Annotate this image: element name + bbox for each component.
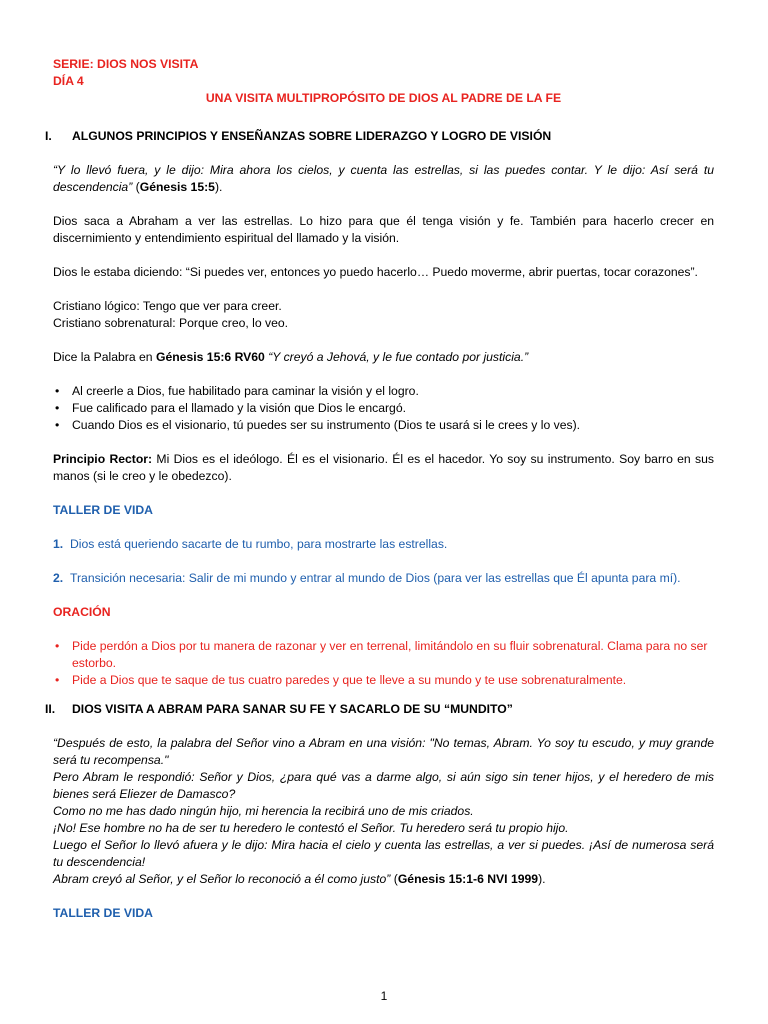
quote-line: Pero Abram le respondió: Señor y Dios, ¿para qué vas a darme algo, si aún sigo sin tener hijos, y el heredero de mis bienes será Eliezer de Damasco? <box>53 770 714 801</box>
quote-reference: Génesis 15:5 <box>139 180 215 194</box>
palabra-reference: Génesis 15:6 RV60 <box>155 350 265 364</box>
section-1-heading <box>45 128 714 145</box>
oracion-list <box>53 638 714 689</box>
quote-last-line: Abram creyó al Señor, y el Señor lo reconoció a él como justo” (Génesis 15:1-6 NVI 1999). <box>53 872 546 886</box>
quote-line: ¡No! Ese hombre no ha de ser tu heredero le contestó el Señor. Tu heredero será tu propio hijo. <box>53 821 569 835</box>
section-1-title: ALGUNOS PRINCIPIOS Y ENSEÑANZAS SOBRE LIDERAZGO Y LOGRO DE VISIÓN <box>72 129 552 143</box>
quote-line: Luego el Señor lo llevó afuera y le dijo: Mira hacia el cielo y cuenta las estrellas, a ver si puedes. ¡Así de numerosa será tu descendencia! <box>53 838 714 869</box>
principio-label: Principio Rector: <box>53 452 153 466</box>
page-number: 1 <box>380 989 388 1003</box>
series-label: SERIE: DIOS NOS VISITA <box>53 57 199 71</box>
genesis-15-5-quote: “Y lo llevó fuera, y le dijo: Mira ahora los cielos, y cuenta las estrellas, si las puedes contar. Y le dijo: Así será tu descendencia” (Génesis 15:5). <box>53 163 714 194</box>
taller-de-vida-label-2: TALLER DE VIDA <box>53 906 153 920</box>
principles-list <box>53 383 714 434</box>
principio-text: Mi Dios es el ideólogo. Él es el visionario. Él es el hacedor. Yo soy su instrumento. Soy barro en sus manos (si le creo y le obedezco). <box>53 452 714 483</box>
taller-item-1: 1. Dios está queriendo sacarte de tu rumbo, para mostrarte las estrellas. <box>53 537 448 551</box>
genesis-15-1-6-quote <box>53 735 714 888</box>
day-label: DÍA 4 <box>53 74 84 88</box>
quote-reference: Génesis 15:1-6 NVI 1999 <box>397 872 539 886</box>
paragraph-dios-decia: Dios le estaba diciendo: “Si puedes ver, entonces yo puedo hacerlo… Puedo moverme, abrir puertas, tocar corazones”. <box>53 265 698 279</box>
list-item: • Al creerle a Dios, fue habilitado para caminar la visión y el logro. <box>53 383 714 400</box>
quote-line: “Después de esto, la palabra del Señor vino a Abram en una visión: "No temas, Abram. Yo soy tu escudo, y muy grande será tu recompensa." <box>53 736 714 767</box>
palabra-genesis-15-6: Dice la Palabra en Génesis 15:6 RV60 “Y creyó a Jehová, y le fue contado por justicia.” <box>53 350 529 364</box>
quote-line: Como no me has dado ningún hijo, mi herencia la recibirá uno de mis criados. <box>53 804 474 818</box>
list-item: • Fue calificado para el llamado y la visión que Dios le encargó. <box>53 400 714 417</box>
section-1-number: I. <box>45 129 52 143</box>
principio-rector <box>53 451 714 485</box>
cristiano-sobrenatural: Cristiano sobrenatural: Porque creo, lo veo. <box>53 316 289 330</box>
section-2-number: II. <box>45 702 56 716</box>
section-2-title: DIOS VISITA A ABRAM PARA SANAR SU FE Y SACARLO DE SU “MUNDITO” <box>72 702 513 716</box>
taller-de-vida-label: TALLER DE VIDA <box>53 503 153 517</box>
list-item: • Pide perdón a Dios por tu manera de razonar y ver en terrenal, limitándolo en su fluir sobrenatural. Clama para no ser estorbo. <box>53 638 714 672</box>
paragraph-stars: Dios saca a Abraham a ver las estrellas. Lo hizo para que él tenga visión y fe. También para hacerlo crecer en discernimiento y entendimiento espiritual del llamado y la visión. <box>53 214 714 245</box>
document-title: UNA VISITA MULTIPROPÓSITO DE DIOS AL PADRE DE LA FE <box>205 91 562 105</box>
document-page <box>45 56 714 922</box>
cristiano-logico: Cristiano lógico: Tengo que ver para creer. <box>53 299 282 313</box>
taller-item-2: 2. Transición necesaria: Salir de mi mundo y entrar al mundo de Dios (para ver las estrellas que Él apunta para mí). <box>53 571 681 585</box>
oracion-label: ORACIÓN <box>53 605 111 619</box>
palabra-quote: “Y creyó a Jehová, y le fue contado por justicia.” <box>264 350 529 364</box>
list-item: • Pide a Dios que te saque de tus cuatro paredes y que te lleve a su mundo y te use sobrenaturalmente. <box>53 672 714 689</box>
quote-text: “Y lo llevó fuera, y le dijo: Mira ahora los cielos, y cuenta las estrellas, si las puedes contar. Y le dijo: Así será tu descendencia” <box>53 163 714 194</box>
list-item: • Cuando Dios es el visionario, tú puedes ser su instrumento (Dios te usará si le crees y lo ves). <box>53 417 714 434</box>
section-2-heading <box>45 701 714 718</box>
